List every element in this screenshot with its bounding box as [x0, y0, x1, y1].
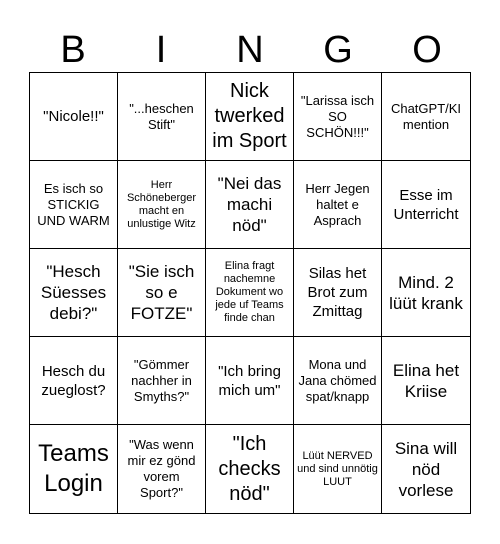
bingo-cell-text: Nick twerked im Sport	[212, 80, 287, 152]
bingo-cell[interactable]	[382, 337, 470, 425]
bingo-cell-text: Elina het Kriise	[392, 360, 460, 401]
bingo-cell[interactable]	[294, 73, 382, 161]
bingo-cell-text: Herr Schöneberger macht en unlustige Witz	[126, 178, 197, 230]
bingo-cell-text: "Nei das machi nöd"	[217, 174, 282, 235]
bingo-cell-text: "Hesch Süesses debi?"	[40, 262, 107, 323]
bingo-cell[interactable]	[382, 161, 470, 249]
bingo-cell-text: "Gömmer nachher in Smyths?"	[131, 356, 192, 404]
bingo-cell[interactable]	[206, 337, 294, 425]
bingo-cell-text: "Nicole!!"	[43, 108, 104, 125]
bingo-cell-text: Mona und Jana chömed spat/knapp	[298, 356, 377, 404]
bingo-cell[interactable]	[294, 249, 382, 337]
header-letter-b: B	[60, 29, 86, 71]
bingo-cell[interactable]	[206, 425, 294, 513]
bingo-cell-text: "Was wenn mir ez gönd vorem Sport?"	[127, 437, 196, 500]
header-letter-n: N	[236, 29, 264, 71]
bingo-cell[interactable]	[118, 249, 206, 337]
bingo-cell[interactable]	[30, 249, 118, 337]
bingo-cell-text: "Larissa isch SO SCHÖN!!!"	[300, 92, 375, 140]
bingo-cell-text: "Ich checks nöd"	[218, 432, 281, 505]
bingo-cell-text: "Ich bring mich um"	[218, 362, 281, 399]
bingo-cell[interactable]	[118, 73, 206, 161]
bingo-cell[interactable]	[382, 73, 470, 161]
bingo-cell-text: Sina will nöd vorlese	[394, 438, 458, 500]
bingo-cell-text: Teams Login	[38, 440, 109, 497]
bingo-cell[interactable]	[206, 249, 294, 337]
bingo-header	[29, 28, 471, 72]
bingo-cell-text: Hesch du zueglost?	[41, 362, 106, 399]
bingo-cell[interactable]	[294, 337, 382, 425]
bingo-cell[interactable]	[294, 161, 382, 249]
bingo-cell[interactable]	[294, 425, 382, 513]
bingo-cell[interactable]	[30, 161, 118, 249]
header-letter-o: O	[412, 29, 442, 71]
header-letter-g: G	[323, 29, 353, 71]
bingo-cell[interactable]	[382, 425, 470, 513]
bingo-cell[interactable]	[118, 425, 206, 513]
bingo-cell-text: "Sie isch so e FOTZE"	[128, 262, 195, 323]
bingo-cell-text: Mind. 2 lüüt krank	[389, 272, 463, 313]
bingo-cell[interactable]	[206, 73, 294, 161]
bingo-cell[interactable]	[118, 337, 206, 425]
bingo-cell-text: Es isch so STICKIG UND WARM	[37, 180, 110, 228]
bingo-cell-text: ChatGPT/KI mention	[390, 100, 462, 132]
bingo-cell[interactable]	[118, 161, 206, 249]
bingo-card-grid	[29, 72, 471, 514]
bingo-cell[interactable]	[30, 425, 118, 513]
bingo-cell[interactable]	[206, 161, 294, 249]
header-letter-i: I	[155, 29, 167, 71]
bingo-cell[interactable]	[30, 73, 118, 161]
bingo-cell-text: Esse im Unterricht	[393, 186, 459, 223]
bingo-cell-text: "...heschen Stift"	[129, 100, 194, 132]
bingo-cell[interactable]	[382, 249, 470, 337]
bingo-cell-text: Elina fragt nachemne Dokument wo jede uf Teams finde chan	[215, 260, 284, 324]
bingo-cell-text: Herr Jegen haltet e Asprach	[305, 180, 370, 228]
bingo-cell-text: Silas het Brot zum Zmittag	[307, 265, 368, 320]
bingo-cell[interactable]	[30, 337, 118, 425]
bingo-cell-text: Lüüt NERVED und sind unnötig LUUT	[297, 449, 378, 488]
